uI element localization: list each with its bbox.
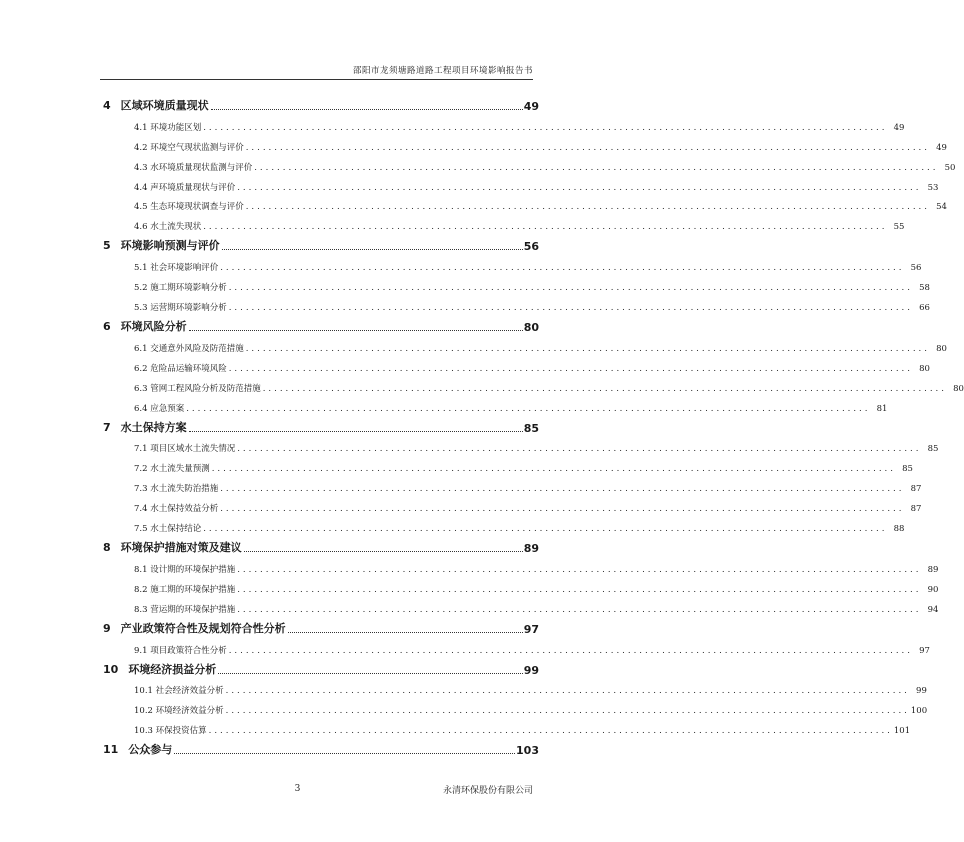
toc-section-row[interactable] [103, 253, 922, 274]
dot-leader: ........................................................................................................................ [225, 686, 910, 697]
toc-section-row[interactable] [103, 716, 911, 737]
chapter-title: 水土保持方案 [120, 420, 187, 434]
toc-entry-title [103, 419, 188, 435]
toc-section-row[interactable] [103, 173, 939, 193]
dot-leader: ........................................................................................................................ [220, 484, 905, 495]
toc-page-number: 66 [914, 303, 930, 313]
toc-page-number: 85 [523, 421, 539, 435]
dot-leader [244, 551, 523, 552]
toc-entry-title: 8.3 营运期的环境保护措施 [134, 604, 236, 615]
dot-leader: ........................................................................................................................ [186, 403, 871, 414]
toc-page-number: 56 [905, 263, 921, 273]
toc-entry-title: 6.2 危险品运输环境风险 [134, 363, 227, 374]
toc-section-row[interactable] [103, 133, 947, 153]
toc-entry-title: 7.4 水土保持效益分析 [134, 504, 219, 515]
chapter-number: 7 [103, 420, 111, 434]
toc-section-row[interactable] [103, 435, 939, 455]
chapter-number: 11 [103, 743, 119, 757]
toc-chapter-row[interactable] [103, 656, 539, 677]
toc-page-number: 85 [922, 444, 938, 454]
dot-leader: ........................................................................................................................ [228, 363, 913, 374]
chapter-number: 4 [103, 99, 111, 112]
dot-leader [189, 330, 523, 331]
toc-page-number: 80 [948, 384, 964, 394]
dot-leader: ........................................................................................................................ [254, 162, 939, 173]
toc-page-number: 88 [888, 524, 904, 534]
toc-page-number: 94 [922, 605, 938, 615]
toc-page-number: 103 [516, 744, 539, 758]
dot-leader: ........................................................................................................................ [228, 645, 913, 656]
chapter-title: 环境保护措施对策及建议 [120, 541, 242, 555]
chapter-title: 环境风险分析 [120, 320, 187, 334]
toc-entry-title: 6.4 应急预案 [134, 403, 185, 414]
toc-entry-title [103, 661, 217, 677]
chapter-title: 产业政策符合性及规划符合性分析 [120, 621, 286, 635]
dot-leader: ........................................................................................................................ [220, 504, 905, 515]
toc-chapter-row[interactable] [103, 232, 539, 253]
toc-page-number: 87 [905, 484, 921, 494]
toc-page-number: 87 [905, 504, 921, 514]
toc-page-number: 56 [523, 240, 539, 254]
toc-entry-title [103, 620, 287, 636]
toc-page-number: 53 [922, 183, 938, 193]
toc-page-number: 55 [888, 222, 904, 232]
toc-entry-title: 6.1 交通意外风险及防范措施 [134, 343, 244, 354]
page-number: 3 [294, 784, 301, 794]
toc-page-number: 80 [931, 344, 947, 354]
toc-entry-title: 5.2 施工期环境影响分析 [134, 283, 227, 294]
toc-entry-title: 7.3 水土流失防治措施 [134, 484, 219, 495]
chapter-number: 6 [103, 320, 111, 334]
toc-section-row[interactable] [103, 293, 930, 314]
running-header: 邵阳市龙须塘路道路工程项目环境影响报告书 [352, 66, 533, 76]
dot-leader: ........................................................................................................................ [245, 142, 930, 153]
toc-page-number: 99 [523, 663, 539, 677]
toc-entry-title: 5.1 社会环境影响评价 [134, 263, 219, 274]
toc-section-row[interactable] [103, 212, 905, 233]
chapter-number: 5 [103, 239, 111, 253]
toc-page-number: 97 [914, 646, 930, 656]
dot-leader: ........................................................................................................................ [237, 564, 922, 575]
toc-chapter-row[interactable] [103, 615, 539, 636]
toc-page-number: 97 [523, 622, 539, 636]
toc-page-number: 49 [931, 143, 947, 153]
toc-page-number: 100 [910, 706, 928, 717]
toc-entry-title: 5.3 运营期环境影响分析 [134, 303, 227, 314]
toc-entry-title: 4.6 水土流失现状 [134, 222, 202, 233]
chapter-title: 公众参与 [128, 743, 173, 757]
dot-leader: ........................................................................................................................ [228, 283, 913, 294]
dot-leader: ........................................................................................................................ [225, 706, 910, 717]
toc-entry-title: 10.1 社会经济效益分析 [134, 686, 224, 697]
header-rule [100, 79, 533, 80]
dot-leader [174, 753, 515, 754]
dot-leader: ........................................................................................................................ [203, 122, 888, 133]
toc-section-row[interactable] [103, 474, 922, 495]
toc-entry-title [103, 97, 210, 113]
toc-entry-title: 10.3 环保投资估算 [134, 726, 207, 737]
toc-page-number: 81 [871, 404, 887, 414]
toc-section-row[interactable] [103, 514, 905, 535]
toc-entry-title: 4.4 声环境质量现状与评价 [134, 182, 236, 193]
dot-leader: ........................................................................................................................ [237, 584, 922, 595]
toc-chapter-row[interactable] [103, 92, 539, 113]
toc-page-number: 99 [911, 686, 927, 696]
dot-leader [189, 431, 523, 432]
toc-entry-title [103, 318, 188, 334]
toc-entry-title [103, 539, 243, 555]
dot-leader: ........................................................................................................................ [262, 383, 947, 394]
toc-entry-title: 6.3 管网工程风险分析及防范措施 [134, 383, 261, 394]
toc-entry-title: 7.1 项目区域水土流失情况 [134, 444, 236, 455]
toc-entry-title: 4.2 环境空气现状监测与评价 [134, 142, 244, 153]
toc-page-number: 90 [922, 585, 938, 595]
toc-section-row[interactable] [103, 494, 922, 515]
toc-entry-title: 4.1 环境功能区划 [134, 122, 202, 133]
dot-leader [222, 249, 523, 250]
toc-entry-title [103, 741, 173, 757]
chapter-number: 10 [103, 662, 119, 676]
toc-page-number: 89 [523, 542, 539, 556]
dot-leader: ........................................................................................................................ [245, 343, 930, 354]
toc-section-row[interactable] [103, 153, 956, 173]
toc-page-number: 80 [523, 321, 539, 335]
chapter-title: 环境影响预测与评价 [120, 239, 220, 253]
dot-leader [211, 109, 523, 110]
toc-chapter-row[interactable] [103, 534, 539, 555]
toc-section-row[interactable] [103, 595, 939, 615]
toc-page-number: 89 [922, 565, 938, 575]
toc-entry-title: 8.1 设计期的环境保护措施 [134, 564, 236, 575]
dot-leader: ........................................................................................................................ [237, 182, 922, 193]
dot-leader: ........................................................................................................................ [211, 464, 896, 475]
toc-section-row[interactable] [103, 273, 930, 294]
footer-company: 永清环保股份有限公司 [442, 786, 533, 796]
toc-entry-title: 7.2 水土流失量预测 [134, 464, 210, 475]
toc-section-row[interactable] [103, 555, 939, 575]
toc-entry-title: 8.2 施工期的环境保护措施 [134, 584, 236, 595]
toc-section-row[interactable] [103, 696, 928, 717]
dot-leader: ........................................................................................................................ [203, 222, 888, 233]
chapter-number: 9 [103, 621, 111, 635]
dot-leader [288, 632, 523, 633]
toc-page-number: 80 [914, 364, 930, 374]
dot-leader: ........................................................................................................................ [203, 524, 888, 535]
chapter-title: 环境经济损益分析 [128, 662, 217, 676]
toc-section-row[interactable] [103, 193, 947, 213]
toc-section-row[interactable] [103, 575, 939, 595]
dot-leader: ........................................................................................................................ [208, 726, 893, 737]
toc-section-row[interactable] [103, 354, 930, 374]
chapter-number: 8 [103, 541, 111, 555]
toc-entry-title: 4.3 水环境质量现状监测与评价 [134, 162, 253, 173]
dot-leader: ........................................................................................................................ [228, 303, 913, 314]
toc-page-number: 49 [888, 123, 904, 133]
dot-leader: ........................................................................................................................ [237, 604, 922, 615]
toc-chapter-row[interactable] [103, 414, 539, 435]
toc-page-number: 49 [523, 100, 539, 113]
toc-page-number: 101 [893, 726, 911, 737]
toc-page-number: 50 [939, 163, 955, 173]
toc-chapter-row[interactable] [103, 736, 539, 757]
toc-section-row[interactable] [103, 454, 913, 475]
toc-entry-title: 4.5 生态环境现状调查与评价 [134, 202, 244, 213]
toc-chapter-row[interactable] [103, 313, 539, 334]
toc-page-number: 58 [914, 283, 930, 293]
toc-page-number: 54 [931, 202, 947, 212]
dot-leader: ........................................................................................................................ [237, 444, 922, 455]
toc-entry-title: 10.2 环境经济效益分析 [134, 706, 224, 717]
dot-leader: ........................................................................................................................ [220, 263, 905, 274]
toc-section-row[interactable] [103, 113, 905, 133]
toc-section-row[interactable] [103, 374, 964, 394]
chapter-title: 区域环境质量现状 [120, 99, 209, 112]
toc-page-number: 85 [897, 464, 913, 474]
table-of-contents [103, 92, 964, 758]
dot-leader [218, 673, 522, 674]
toc-entry-title: 7.5 水土保持结论 [134, 524, 202, 535]
toc-entry-title [103, 237, 221, 253]
toc-section-row[interactable] [103, 394, 888, 414]
dot-leader: ........................................................................................................................ [245, 202, 930, 213]
toc-section-row[interactable] [103, 334, 947, 354]
toc-entry-title: 9.1 项目政策符合性分析 [134, 645, 227, 656]
toc-section-row[interactable] [103, 677, 927, 697]
toc-section-row[interactable] [103, 636, 930, 656]
